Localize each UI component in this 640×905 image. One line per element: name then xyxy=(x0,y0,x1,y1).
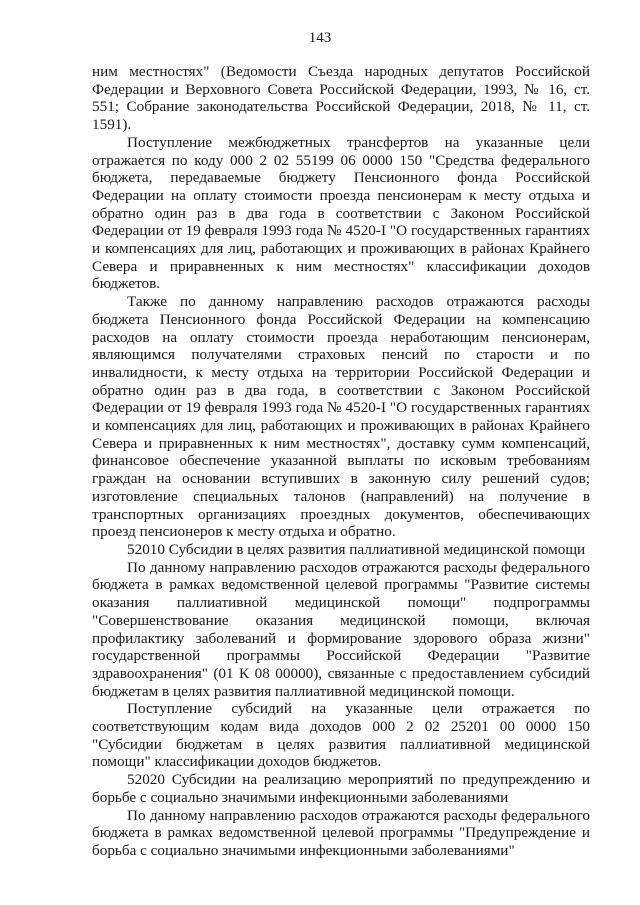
paragraph: Также по данному направлению расходов отражаются расходы бюджета Пенсионного фонда Российской Федерации на компенсацию расходов на оплату стоимости проезда неработающим пенсионерам, являющимся получателями страховых пенсий по старости и по инвалидности, к месту отдыха на территории Российской Федерации и обратно один раз в два года, в соответствии с Законом Российской Федерации от 19 февраля 1993 года № 4520-I "О государственных гарантиях и компенсациях для лиц, работающих и проживающих в районах Крайнего Севера и приравненных к ним местностях", доставку сумм компенсаций, финансовое обеспечение указанной выплаты по исковым требованиям граждан на основании вступивших в законную силу решений судов; изготовление специальных талонов (направлений) на получение в транспортных организациях проездных документов, обеспечивающих проезд пенсионеров к месту отдыха и обратно. xyxy=(92,293,590,541)
section-heading-52010: 52010 Субсидии в целях развития паллиативной медицинской помощи xyxy=(127,540,586,558)
paragraph: Поступление субсидий на указанные цели отражается по соответствующим кодам вида доходов 000 2 02 25201 00 0000 150 "Субсидии бюджетам в целях развития паллиативной медицинской помощи" классификации доходов бюджетов. xyxy=(92,700,590,771)
section-heading-52020: 52020 Субсидии на реализацию мероприятий по предупреждению и борьбе с социально значимыми инфекционными заболеваниями xyxy=(92,771,590,806)
paragraph-continuation: ним местностях" (Ведомости Съезда народных депутатов Российской Федерации и Верховного Совета Российской Федерации, 1993, № 16, ст. 551; Собрание законодательства Российской Федерации, 2018, № 11, ст. 1591). xyxy=(92,63,590,134)
paragraph: Поступление межбюджетных трансфертов на указанные цели отражается по коду 000 2 02 55199 06 0000 150 "Средства федерального бюджета, передаваемые бюджету Пенсионного фонда Российской Федерации на оплату стоимости проезда пенсионерам к месту отдыха и обратно один раз в два года в соответствии с Законом Российской Федерации от 19 февраля 1993 года № 4520-I "О государственных гарантиях и компенсациях для лиц, работающих и проживающих в районах Крайнего Севера и приравненных к ним местностях" классификации доходов бюджетов. xyxy=(92,133,590,293)
paragraph: По данному направлению расходов отражаются расходы федерального бюджета в рамках ведомственной целевой программы "Предупреждение и борьба с социально значимыми инфекционными заболеваниями" xyxy=(92,806,590,859)
paragraph: По данному направлению расходов отражаются расходы федерального бюджета в рамках ведомственной целевой программы "Развитие системы оказания паллиативной медицинской помощи" подпрограммы "Совершенствование оказания медицинской помощи, включая профилактику заболеваний и формирование здорового образа жизни" государственной программы Российской Федерации "Развитие здравоохранения" (01 К 08 00000), связанные с предоставлением субсидий бюджетам в целях развития паллиативной медицинской помощи. xyxy=(92,558,590,700)
page-number: 143 xyxy=(308,30,332,46)
document-body xyxy=(92,63,590,860)
